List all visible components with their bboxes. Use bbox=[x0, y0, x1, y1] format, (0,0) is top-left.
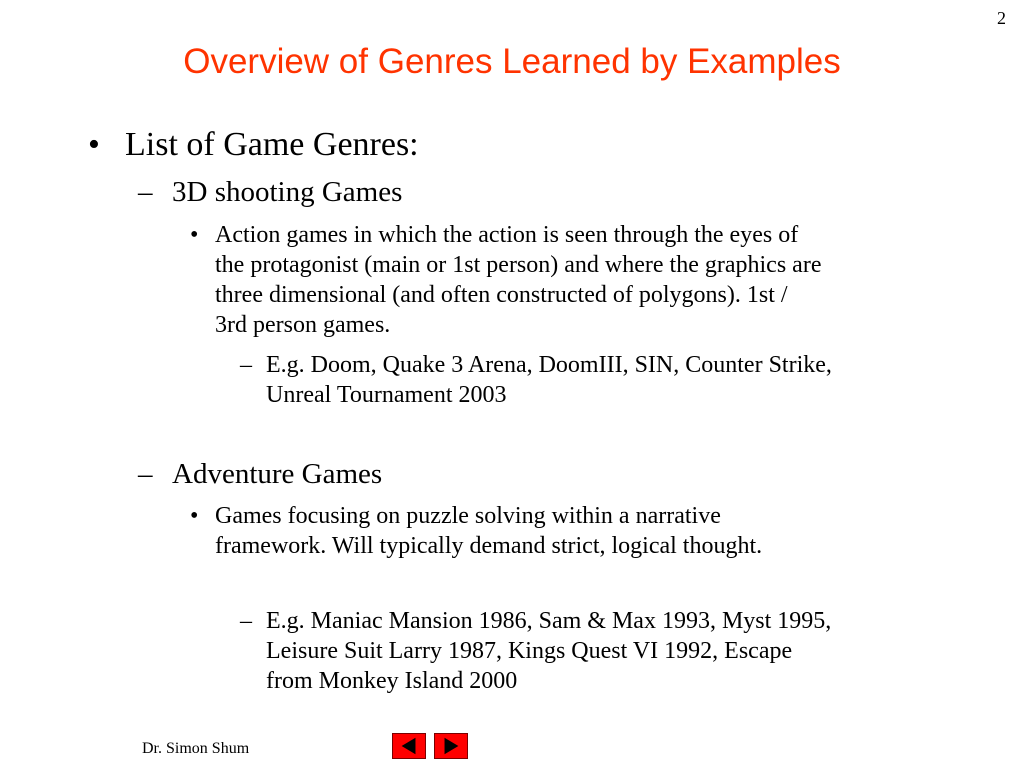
slide-title: Overview of Genres Learned by Examples bbox=[183, 42, 841, 81]
text-line: framework. Will typically demand strict, logical thought. bbox=[215, 533, 763, 559]
dash-marker: – bbox=[240, 352, 252, 378]
text-line: from Monkey Island 2000 bbox=[266, 668, 518, 694]
text-line: E.g. Doom, Quake 3 Arena, DoomIII, SIN, Counter Strike, bbox=[266, 352, 832, 378]
dash-marker: – bbox=[138, 458, 153, 490]
text-line: 3rd person games. bbox=[215, 312, 391, 338]
genre-name: 3D shooting Games bbox=[172, 176, 403, 208]
bullet-marker: • bbox=[190, 503, 199, 529]
text-line: Leisure Suit Larry 1987, Kings Quest VI 1992, Escape bbox=[266, 638, 793, 664]
bullet-marker: • bbox=[88, 126, 100, 163]
heading-list-item bbox=[88, 126, 968, 164]
text-line: Games focusing on puzzle solving within a narrative bbox=[215, 503, 721, 529]
genre-item-3d-shooting bbox=[138, 176, 938, 209]
footer-author: Dr. Simon Shum bbox=[142, 740, 250, 757]
genre-examples bbox=[240, 606, 940, 696]
genre-name: Adventure Games bbox=[172, 458, 383, 490]
arrow-left-icon bbox=[393, 734, 425, 758]
genre-description bbox=[190, 220, 935, 340]
genre-item-adventure bbox=[138, 458, 938, 491]
bullet-marker: • bbox=[190, 222, 199, 248]
description-text bbox=[215, 220, 935, 340]
text-line: three dimensional (and often constructed of polygons). 1st / bbox=[215, 282, 788, 308]
arrow-right-icon bbox=[435, 734, 467, 758]
description-text bbox=[215, 501, 935, 561]
examples-text bbox=[266, 606, 940, 696]
genre-description bbox=[190, 501, 935, 561]
text-line: Action games in which the action is seen through the eyes of bbox=[215, 222, 799, 248]
genres-heading: List of Game Genres: bbox=[125, 126, 419, 163]
genre-examples bbox=[240, 350, 940, 410]
page-number: 2 bbox=[997, 8, 1006, 28]
previous-slide-button[interactable] bbox=[392, 733, 426, 759]
next-slide-button[interactable] bbox=[434, 733, 468, 759]
text-line: the protagonist (main or 1st person) and where the graphics are bbox=[215, 252, 822, 278]
dash-marker: – bbox=[138, 176, 153, 208]
text-line: Unreal Tournament 2003 bbox=[266, 382, 507, 408]
examples-text bbox=[266, 350, 940, 410]
dash-marker: – bbox=[240, 608, 252, 634]
text-line: E.g. Maniac Mansion 1986, Sam & Max 1993, Myst 1995, bbox=[266, 608, 832, 634]
